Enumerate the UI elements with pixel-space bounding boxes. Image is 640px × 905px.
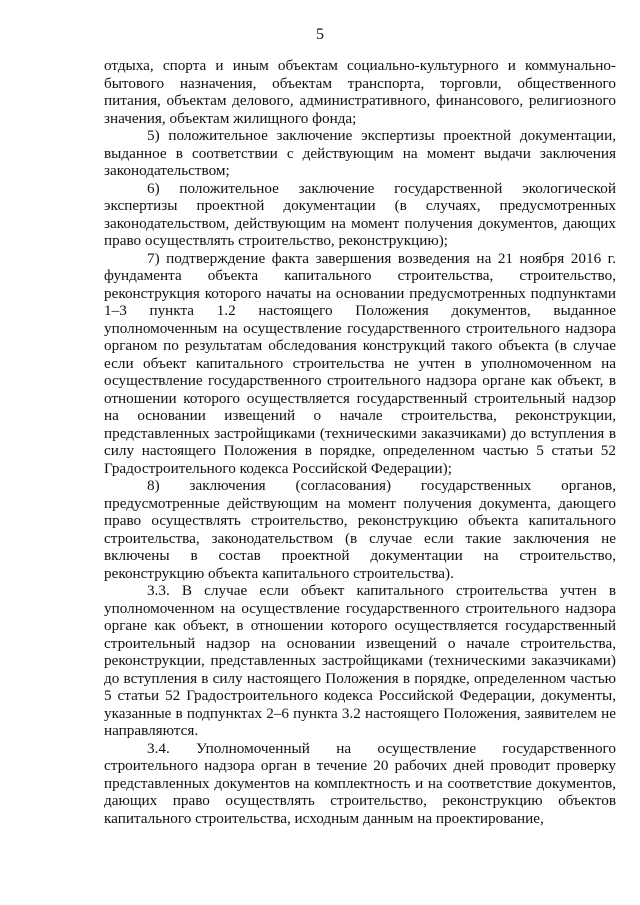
paragraph-3-4: 3.4. Уполномоченный на осуществление государственного строительного надзора орган в течение 20 рабочих дней проводит проверку представленных документов на комплектность и на соответствие документов, дающих право осуществлять строительство, реконструкцию объектов капитального строительства, исходным данным на проектирование, bbox=[104, 739, 616, 827]
paragraph-item-8: 8) заключения (согласования) государственных органов, предусмотренные действующим на момент получения документа, дающего право осуществлять строительство, реконструкцию объекта капитального строительства, законодательством (в случае если такие заключения не включены в состав проектной документации на строительство, реконструкцию объекта капитального строительства). bbox=[104, 477, 616, 582]
paragraph-3-3: 3.3. В случае если объект капитального строительства учтен в уполномоченном на осуществление государственного строительного надзора органе как объект, в отношении которого осуществляется государственный строительный надзор на основании извещений о начале строительства, реконструкции, представленных застройщиками (техническими заказчиками) до вступления в силу настоящего Положения в порядке, определенном частью 5 статьи 52 Градостроительного кодекса Российской Федерации, документы, указанные в подпунктах 2–6 пункта 3.2 настоящего Положения, заявителем не направляются. bbox=[104, 582, 616, 739]
paragraph-continued: отдыха, спорта и иным объектам социально-культурного и коммунально-бытового назначения, объектам транспорта, торговли, общественного питания, объектам делового, административного, финансового, религиозного значения, объектам жилищного фонда; bbox=[104, 57, 616, 127]
paragraph-item-5: 5) положительное заключение экспертизы проектной документации, выданное в соответствии с действующим на момент выдачи заключения законодательством; bbox=[104, 127, 616, 179]
paragraph-item-6: 6) положительное заключение государственной экологической экспертизы проектной документации (в случаях, предусмотренных законодательством, действующим на момент получения документов, дающих право осуществлять строительство, реконструкцию); bbox=[104, 179, 616, 249]
page-number: 5 bbox=[316, 26, 324, 43]
document-body bbox=[104, 57, 616, 827]
paragraph-item-7: 7) подтверждение факта завершения возведения на 21 ноября 2016 г. фундамента объекта капитального строительства, строительство, реконструкция которого начаты на основании предусмотренных подпунктами 1–3 пункта 1.2 настоящего Положения документов, выданное уполномоченным на осуществление государственного строительного надзора органом по результатам обследования конструкций такого объекта (в случае если объект капитального строительства не учтен в уполномоченном на осуществление государственного строительного надзора органе как объект, в отношении которого осуществляется государственный строительный надзор на основании извещений о начале строительства, реконструкции, представленных застройщиками (техническими заказчиками) до вступления в силу настоящего Положения в порядке, определенном частью 5 статьи 52 Градостроительного кодекса Российской Федерации); bbox=[104, 249, 616, 477]
